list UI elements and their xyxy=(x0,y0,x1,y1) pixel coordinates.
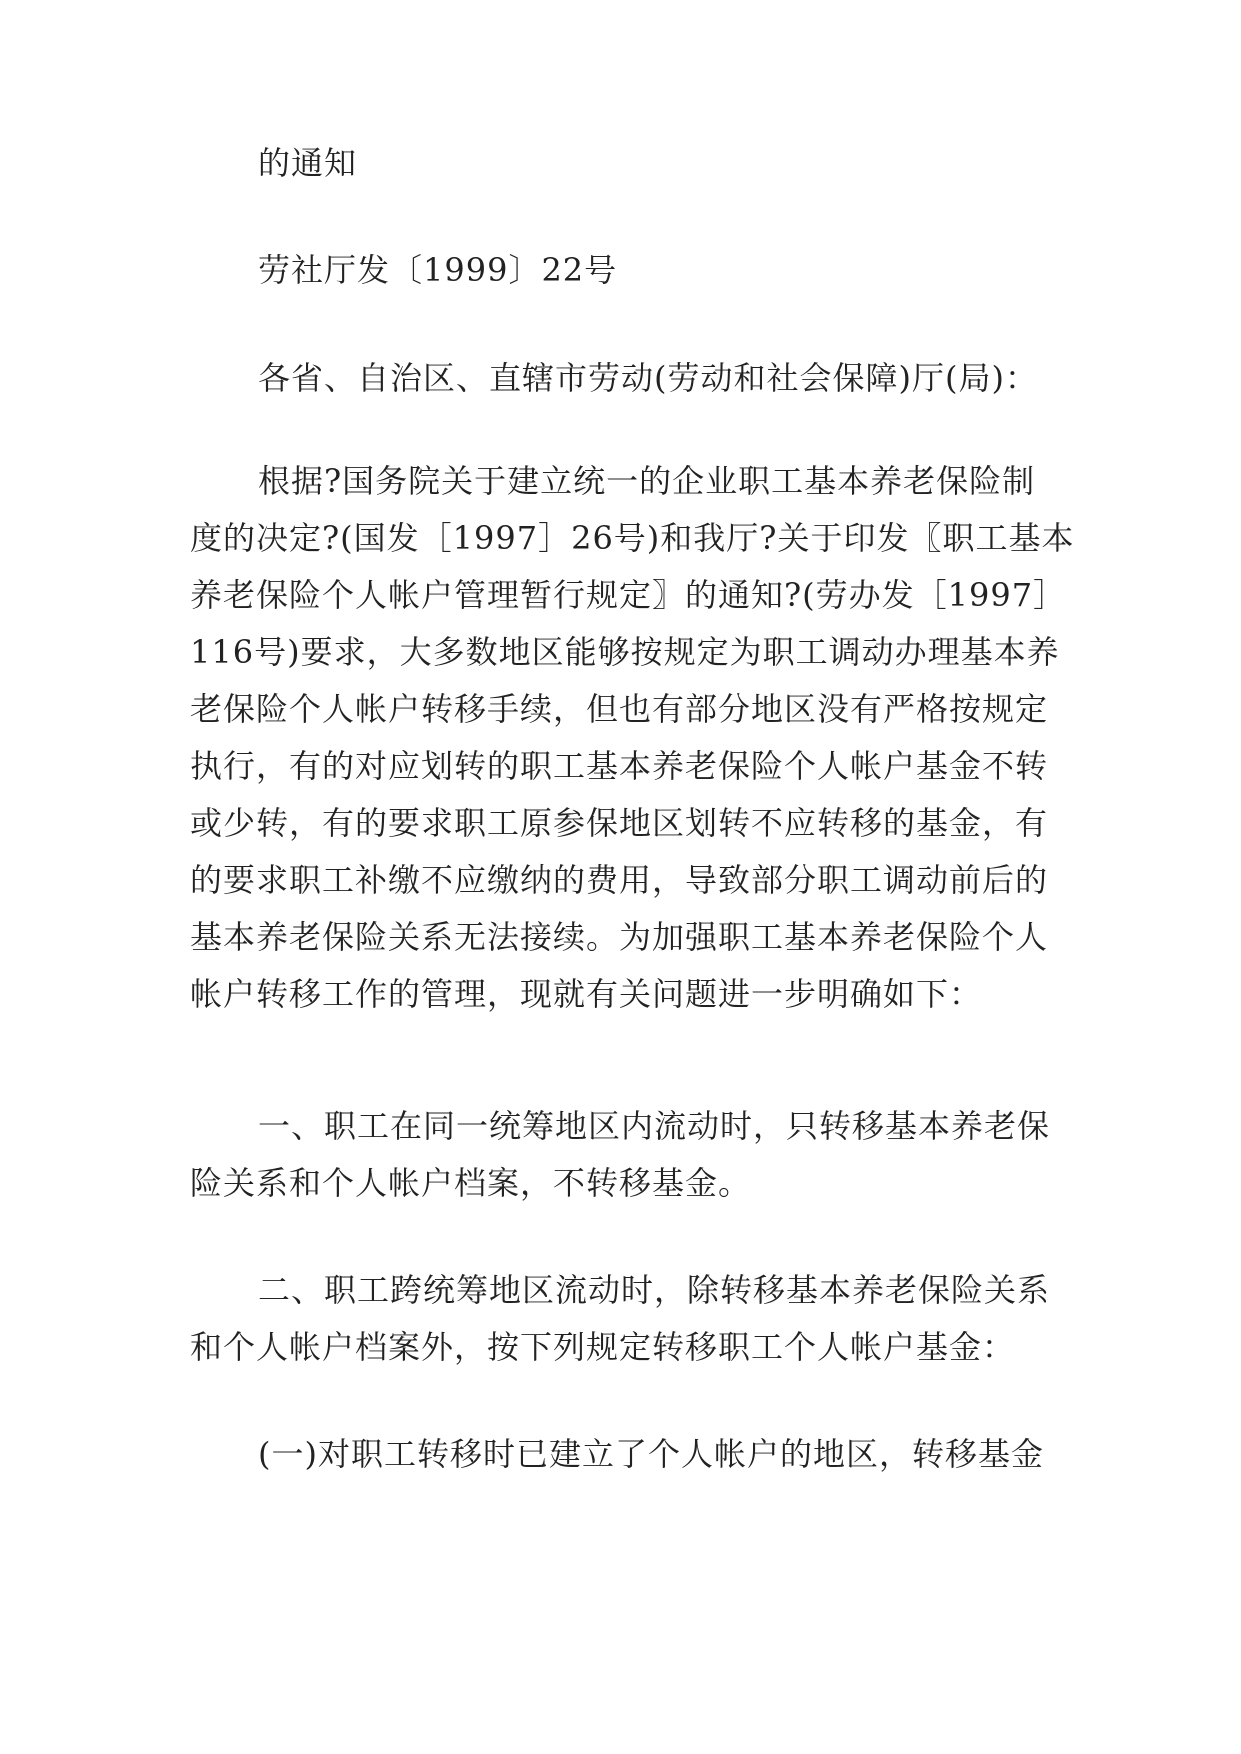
intro-line: 执行，有的对应划转的职工基本养老保险个人帐户基金不转 xyxy=(190,747,1049,785)
intro-line: 基本养老保险关系无法接续。为加强职工基本养老保险个人 xyxy=(190,918,1049,956)
intro-line: 帐户转移工作的管理，现就有关问题进一步明确如下： xyxy=(190,975,983,1013)
item-2-sub-1: (一)对职工转移时已建立了个人帐户的地区，转移基金 xyxy=(258,1435,1044,1473)
intro-line: 老保险个人帐户转移手续，但也有部分地区没有严格按规定 xyxy=(190,690,1049,728)
intro-line: 养老保险个人帐户管理暂行规定〗的通知?(劳办发［1997］ xyxy=(190,576,1067,614)
intro-line: 度的决定?(国发［1997］26号)和我厅?关于印发〖职工基本 xyxy=(190,519,1075,557)
item-1-line: 险关系和个人帐户档案，不转移基金。 xyxy=(190,1164,752,1202)
item-2-line: 二、职工跨统筹地区流动时，除转移基本养老保险关系 xyxy=(258,1271,1051,1309)
intro-line: 的要求职工补缴不应缴纳的费用，导致部分职工调动前后的 xyxy=(190,861,1049,899)
item-2-paragraph xyxy=(190,1262,1060,1376)
item-2-line: 和个人帐户档案外，按下列规定转移职工个人帐户基金： xyxy=(190,1328,1016,1366)
intro-line: 根据?国务院关于建立统一的企业职工基本养老保险制 xyxy=(258,462,1036,500)
intro-line: 116号)要求，大多数地区能够按规定为职工调动办理基本养 xyxy=(190,633,1060,671)
intro-line: 或少转，有的要求职工原参保地区划转不应转移的基金，有 xyxy=(190,804,1049,842)
title-tail: 的通知 xyxy=(258,144,358,182)
item-1-paragraph xyxy=(190,1098,1060,1212)
item-1-line: 一、职工在同一统筹地区内流动时，只转移基本养老保 xyxy=(258,1107,1051,1145)
intro-paragraph xyxy=(190,453,1075,1023)
document-number: 劳社厅发〔1999〕22号 xyxy=(258,251,618,289)
salutation: 各省、自治区、直辖市劳动(劳动和社会保障)厅(局)： xyxy=(258,359,1038,397)
